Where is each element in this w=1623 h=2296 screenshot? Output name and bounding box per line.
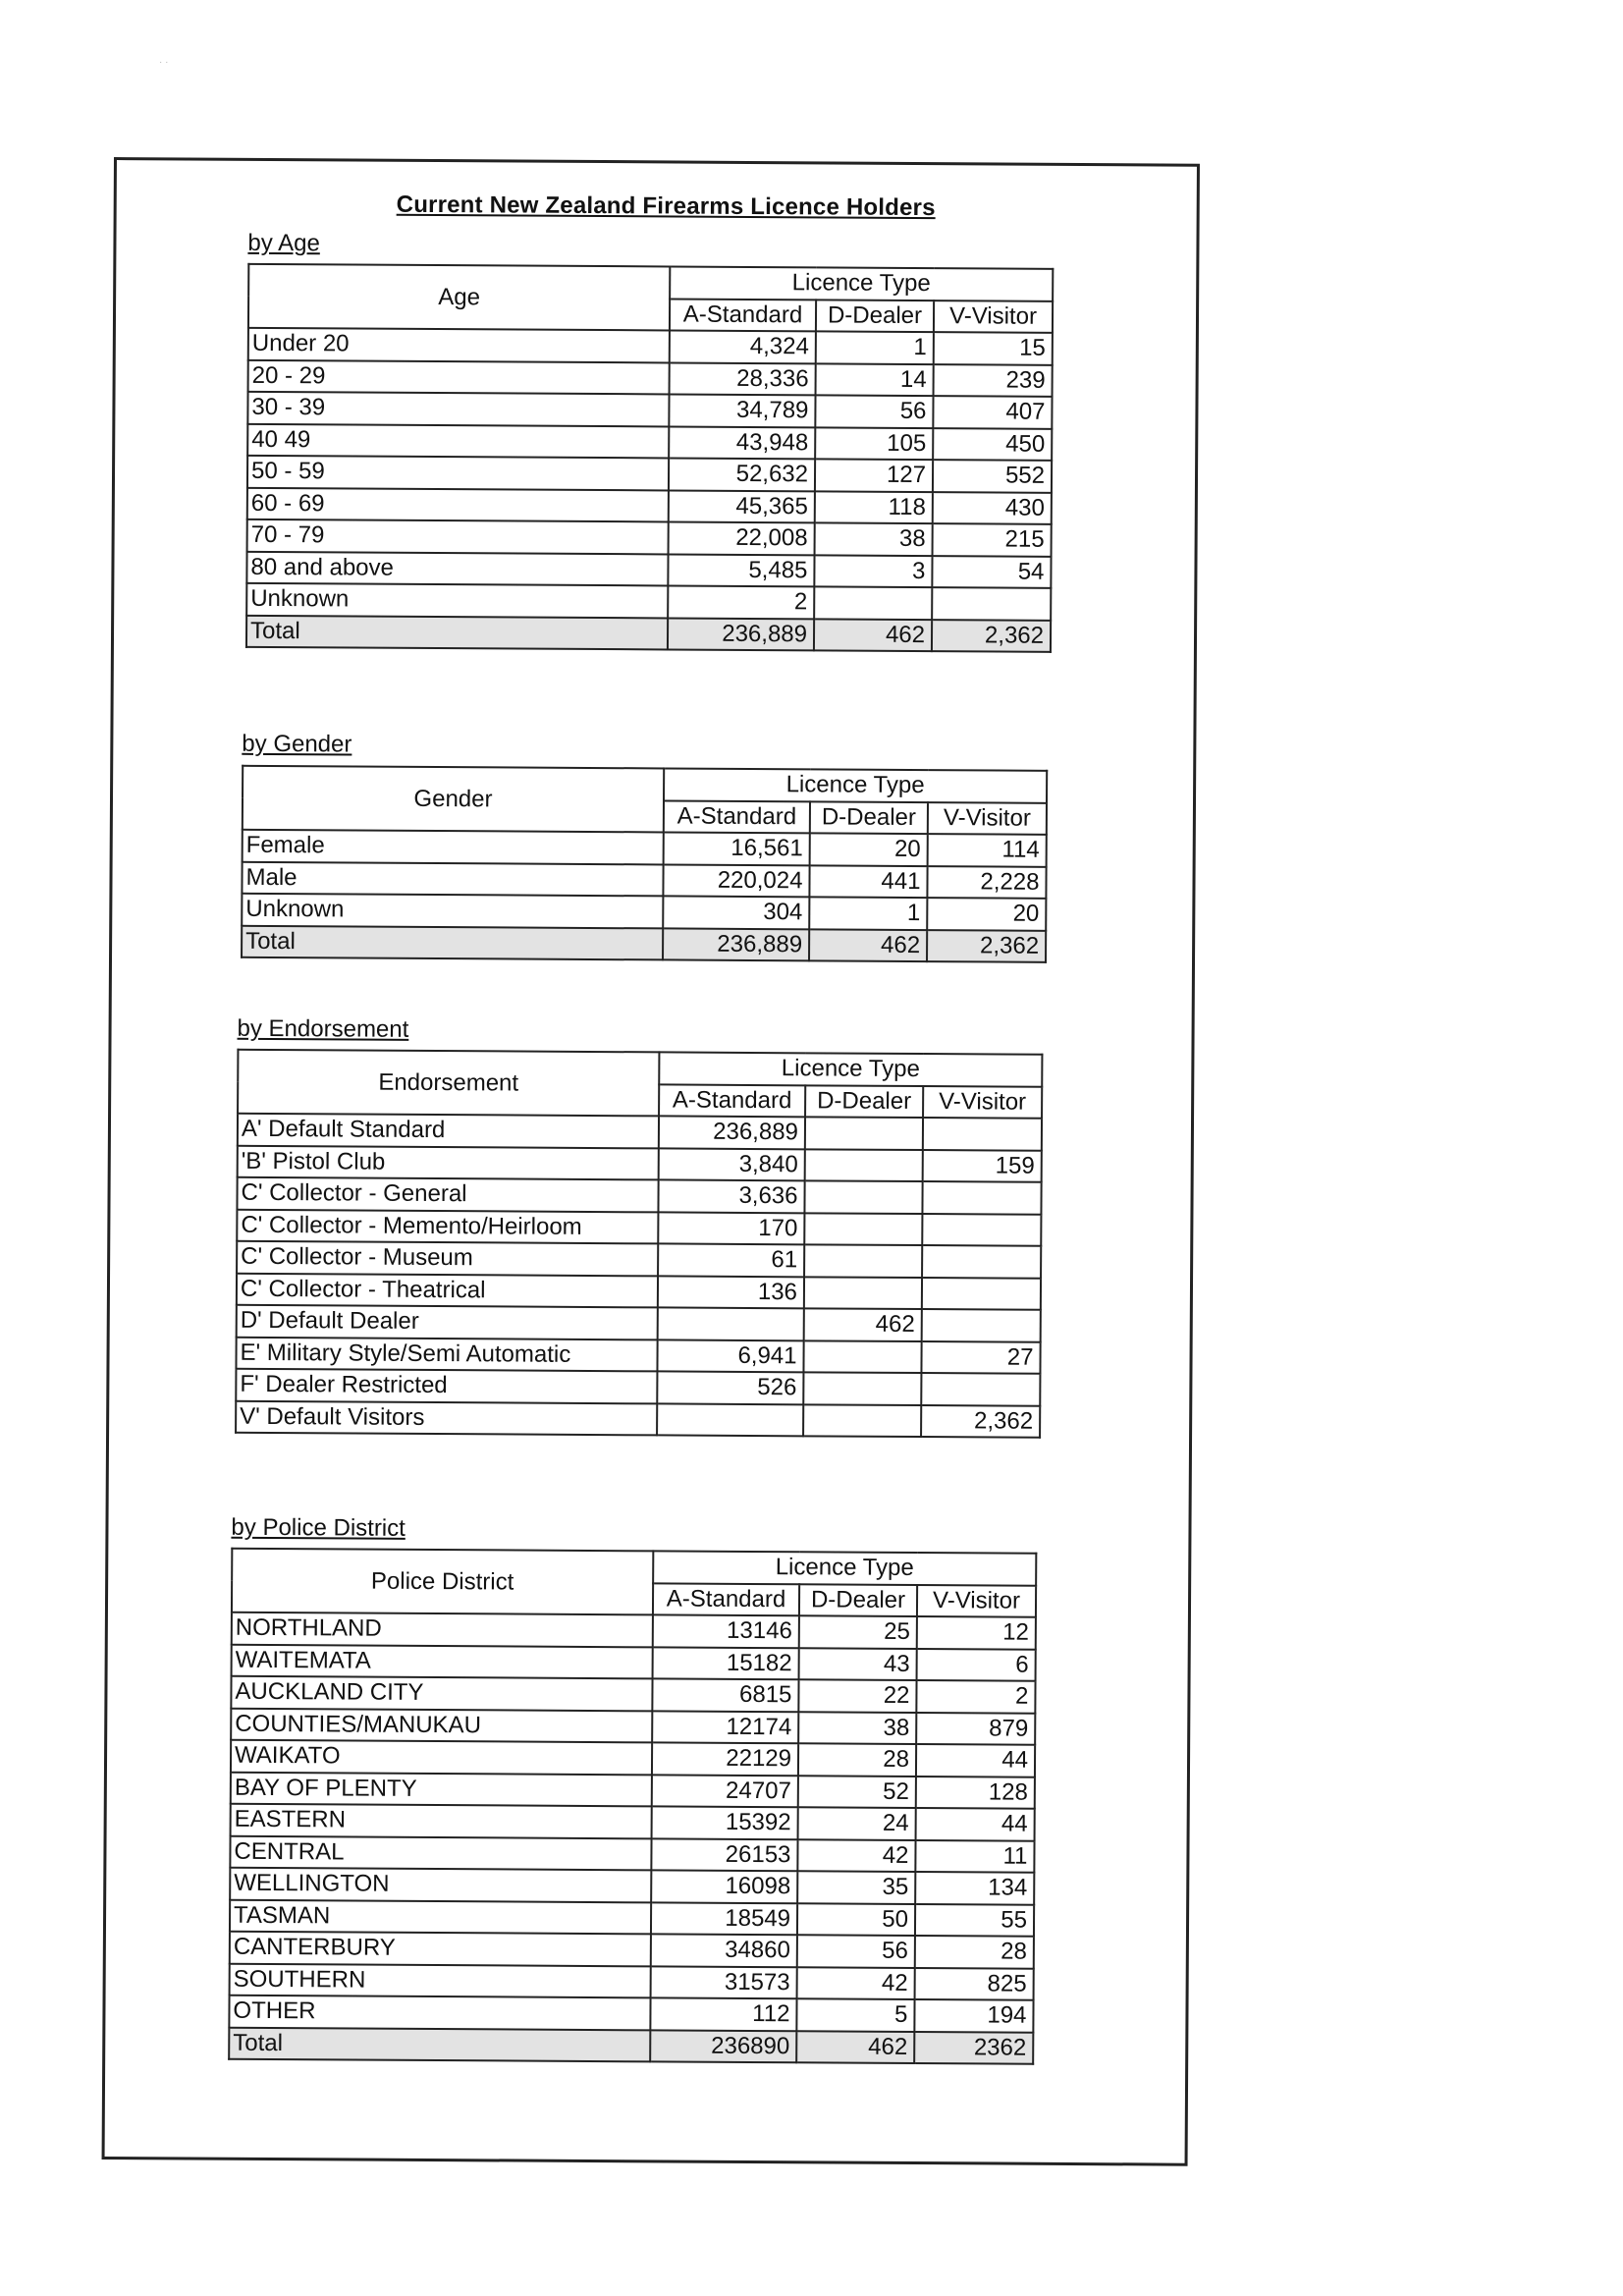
value-cell: 42 (797, 1839, 915, 1872)
scan-speck: · · (159, 57, 169, 68)
row-label: WAITEMATA (232, 1644, 653, 1678)
section-title-gender: by Gender (242, 730, 352, 758)
value-cell (804, 1277, 922, 1309)
value-cell: 552 (933, 460, 1052, 492)
value-cell: 112 (650, 1997, 796, 2030)
value-cell: 441 (809, 865, 927, 898)
row-header: Age (248, 264, 670, 331)
value-cell (922, 1181, 1041, 1214)
row-label: V' Default Visitors (236, 1400, 657, 1435)
total-label: Total (242, 925, 663, 959)
row-label: A' Default Standard (238, 1114, 659, 1148)
value-cell: 215 (933, 523, 1052, 556)
header-row (232, 1549, 1036, 1586)
value-cell: 3,636 (658, 1179, 804, 1212)
value-cell: 18549 (651, 1902, 797, 1935)
value-cell (803, 1404, 921, 1437)
total-label: Total (246, 615, 668, 649)
value-cell: 430 (933, 492, 1052, 524)
table-row (236, 1369, 1040, 1406)
value-cell (804, 1244, 922, 1277)
row-label: F' Dealer Restricted (236, 1369, 657, 1403)
value-cell: 105 (815, 427, 933, 460)
value-cell: 15182 (653, 1647, 799, 1679)
total-value: 462 (796, 2031, 914, 2063)
column-header: D-Dealer (799, 1584, 917, 1616)
table-row (230, 1868, 1034, 1905)
value-cell: 56 (815, 395, 933, 427)
value-cell (932, 587, 1051, 620)
value-cell: 28,336 (670, 362, 816, 395)
column-header: A-Standard (670, 299, 816, 331)
column-header: V-Visitor (917, 1585, 1036, 1617)
row-header: Gender (243, 766, 664, 833)
row-label: E' Military Style/Semi Automatic (236, 1337, 657, 1371)
row-label: NORTHLAND (232, 1613, 653, 1647)
row-label: WAIKATO (231, 1740, 652, 1775)
value-cell: 12174 (652, 1711, 798, 1743)
table-row (246, 551, 1051, 588)
row-label: 'B' Pistol Club (238, 1145, 659, 1179)
table-row (237, 1241, 1041, 1279)
value-cell: 25 (799, 1615, 917, 1648)
value-cell (657, 1403, 803, 1436)
row-label: D' Default Dealer (237, 1305, 658, 1339)
section-title-age: by Age (247, 229, 320, 257)
total-value: 2,362 (927, 930, 1046, 962)
value-cell: 52 (798, 1776, 916, 1808)
row-label: BAY OF PLENTY (231, 1772, 652, 1806)
value-cell: 6815 (652, 1678, 798, 1711)
value-cell: 3 (814, 555, 932, 587)
table-row (238, 1114, 1042, 1151)
row-label: AUCKLAND CITY (231, 1676, 652, 1711)
value-cell: 55 (915, 1904, 1034, 1937)
value-cell: 22,008 (669, 521, 815, 554)
value-cell: 136 (658, 1276, 804, 1308)
value-cell: 114 (928, 834, 1047, 866)
column-header: A-Standard (664, 800, 810, 833)
value-cell: 54 (932, 556, 1051, 588)
value-cell: 4,324 (670, 330, 816, 362)
total-value: 236,889 (663, 928, 809, 960)
value-cell: 236,889 (659, 1116, 805, 1148)
column-header: D-Dealer (810, 801, 928, 834)
value-cell (805, 1149, 923, 1181)
value-cell: 27 (921, 1341, 1040, 1374)
table-row (231, 1804, 1035, 1841)
total-value: 462 (814, 619, 932, 651)
value-cell: 3,840 (659, 1148, 805, 1180)
value-cell: 35 (797, 1871, 915, 1903)
value-cell (658, 1307, 804, 1339)
value-cell: 5,485 (668, 554, 814, 586)
value-cell: 194 (914, 1999, 1033, 2032)
table-row (247, 392, 1052, 429)
header-row (243, 766, 1047, 803)
row-label: Under 20 (248, 328, 670, 362)
value-cell: 2 (668, 585, 814, 618)
total-row (246, 615, 1051, 652)
value-cell: 220,024 (663, 864, 809, 897)
row-label: 30 - 39 (247, 392, 669, 426)
licence-type-header: Licence Type (653, 1551, 1036, 1585)
value-cell (921, 1373, 1040, 1405)
row-label: CENTRAL (230, 1835, 651, 1870)
table-row (236, 1337, 1040, 1374)
value-cell: 44 (916, 1808, 1035, 1840)
header-row (248, 264, 1053, 301)
value-cell (804, 1213, 922, 1245)
value-cell: 44 (916, 1744, 1035, 1777)
value-cell: 16098 (651, 1870, 797, 1902)
table-row (232, 1613, 1036, 1650)
row-label: 60 - 69 (247, 487, 669, 521)
row-label: WELLINGTON (230, 1868, 651, 1902)
value-cell: 127 (815, 459, 933, 491)
value-cell (923, 1118, 1042, 1150)
table-row (231, 1676, 1035, 1714)
value-cell: 15 (934, 332, 1053, 364)
row-header: Police District (232, 1549, 653, 1615)
table-row (237, 1305, 1041, 1342)
page-title: Current New Zealand Firearms Licence Holders (396, 191, 936, 222)
row-label: 40 49 (247, 423, 669, 458)
row-label: C' Collector - Memento/Heirloom (237, 1209, 658, 1243)
value-cell: 11 (915, 1840, 1034, 1873)
licence-type-header: Licence Type (664, 768, 1047, 802)
table-row (237, 1209, 1041, 1246)
value-cell: 20 (927, 898, 1046, 930)
column-header: V-Visitor (934, 301, 1053, 333)
column-header: D-Dealer (805, 1085, 923, 1118)
value-cell: 22 (798, 1679, 916, 1712)
value-cell: 31573 (651, 1966, 797, 1998)
endorsement-table (235, 1049, 1043, 1439)
value-cell: 34860 (651, 1934, 797, 1966)
licence-type-header: Licence Type (670, 266, 1053, 301)
licence-type-header: Licence Type (659, 1052, 1042, 1086)
table-row (242, 894, 1046, 931)
table-row (247, 423, 1052, 461)
total-row (242, 925, 1046, 962)
value-cell: 24 (798, 1807, 916, 1839)
table-row (231, 1708, 1035, 1745)
value-cell: 34,789 (669, 394, 815, 426)
table-row (247, 519, 1052, 557)
header-row (238, 1050, 1042, 1087)
police-district-table (228, 1548, 1037, 2065)
value-cell: 1 (809, 897, 927, 929)
value-cell: 462 (804, 1308, 922, 1340)
value-cell: 42 (797, 1967, 915, 1999)
table-row (232, 1644, 1036, 1681)
value-cell: 118 (815, 491, 933, 523)
total-row (229, 2027, 1033, 2064)
row-label: COUNTIES/MANUKAU (231, 1708, 652, 1742)
value-cell: 56 (797, 1935, 915, 1967)
value-cell: 2,228 (927, 866, 1046, 899)
table-row (230, 1932, 1034, 1969)
column-header: V-Visitor (923, 1086, 1042, 1119)
value-cell: 43,948 (669, 426, 815, 459)
value-cell: 13146 (653, 1614, 799, 1647)
value-cell: 170 (658, 1212, 804, 1244)
table-row (229, 1995, 1033, 2033)
row-label: Female (243, 830, 664, 864)
value-cell (922, 1214, 1041, 1246)
column-header: A-Standard (653, 1583, 799, 1615)
value-cell: 15392 (652, 1806, 798, 1838)
gender-table (241, 765, 1048, 963)
section-title-endorsement: by Endorsement (237, 1014, 409, 1043)
value-cell: 6,941 (657, 1339, 803, 1372)
column-header: V-Visitor (928, 802, 1047, 835)
value-cell: 450 (933, 428, 1052, 461)
row-label: C' Collector - Theatrical (237, 1273, 658, 1307)
value-cell: 24707 (652, 1775, 798, 1807)
value-cell: 1 (816, 331, 934, 363)
value-cell: 2,362 (921, 1405, 1040, 1438)
row-label: 20 - 29 (248, 359, 670, 394)
value-cell: 159 (923, 1150, 1042, 1182)
value-cell (805, 1117, 923, 1149)
row-label: C' Collector - General (237, 1177, 658, 1212)
row-label: C' Collector - Museum (237, 1241, 658, 1276)
row-label: 50 - 59 (247, 456, 669, 490)
value-cell: 239 (934, 364, 1053, 397)
row-label: Unknown (246, 583, 668, 618)
total-value: 462 (809, 929, 927, 961)
value-cell: 26153 (651, 1838, 797, 1871)
table-row (231, 1772, 1035, 1809)
value-cell: 12 (917, 1616, 1036, 1649)
total-value: 2362 (914, 2032, 1033, 2064)
row-label: TASMAN (230, 1899, 651, 1934)
value-cell: 52,632 (669, 458, 815, 490)
value-cell: 134 (915, 1872, 1034, 1904)
value-cell: 5 (796, 1998, 914, 2031)
value-cell (803, 1340, 921, 1373)
table-row (248, 328, 1053, 365)
row-label: OTHER (229, 1995, 650, 2030)
value-cell: 304 (663, 896, 809, 928)
table-row (238, 1145, 1042, 1182)
table-row (247, 487, 1052, 524)
total-label: Total (229, 2027, 650, 2061)
value-cell: 22129 (652, 1742, 798, 1775)
value-cell (814, 586, 932, 619)
row-label: EASTERN (231, 1804, 652, 1838)
table-row (237, 1177, 1041, 1215)
value-cell: 43 (799, 1648, 917, 1680)
row-header: Endorsement (238, 1050, 659, 1117)
value-cell: 38 (798, 1712, 916, 1744)
value-cell: 825 (915, 1968, 1034, 2000)
value-cell: 45,365 (669, 490, 815, 522)
value-cell: 879 (916, 1713, 1035, 1745)
row-label: SOUTHERN (230, 1963, 651, 1997)
value-cell: 50 (797, 1903, 915, 1936)
table-row (242, 861, 1046, 899)
total-value: 236,889 (668, 618, 814, 650)
row-label: Unknown (242, 894, 663, 928)
value-cell: 2 (916, 1680, 1035, 1713)
table-row (230, 1963, 1034, 2000)
value-cell: 6 (917, 1649, 1036, 1681)
table-row (246, 583, 1051, 621)
value-cell: 16,561 (664, 832, 810, 864)
value-cell (803, 1372, 921, 1404)
total-value: 236890 (650, 2030, 796, 2062)
table-row (247, 456, 1052, 493)
table-row (230, 1835, 1034, 1873)
table-row (243, 830, 1047, 867)
table-row (248, 359, 1053, 397)
value-cell: 407 (933, 396, 1052, 428)
value-cell (922, 1309, 1041, 1341)
table-row (236, 1400, 1040, 1438)
row-label: 80 and above (246, 551, 668, 585)
value-cell: 61 (658, 1243, 804, 1276)
value-cell: 14 (816, 363, 934, 396)
table-row (230, 1899, 1034, 1937)
table-row (231, 1740, 1035, 1777)
value-cell (922, 1245, 1041, 1278)
column-header: A-Standard (659, 1084, 805, 1117)
column-header: D-Dealer (816, 300, 934, 332)
value-cell: 526 (657, 1371, 803, 1403)
document-frame (102, 157, 1200, 2166)
value-cell: 128 (916, 1777, 1035, 1809)
table-row (237, 1273, 1041, 1310)
row-label: 70 - 79 (247, 519, 669, 554)
value-cell: 28 (915, 1936, 1034, 1968)
value-cell (922, 1278, 1041, 1310)
value-cell: 20 (810, 833, 928, 865)
value-cell (804, 1180, 922, 1213)
age-table (245, 263, 1054, 653)
section-title-police-district: by Police District (231, 1513, 406, 1542)
value-cell: 28 (798, 1743, 916, 1776)
row-label: CANTERBURY (230, 1932, 651, 1966)
row-label: Male (242, 861, 663, 896)
value-cell: 38 (815, 522, 933, 555)
total-value: 2,362 (932, 620, 1051, 652)
